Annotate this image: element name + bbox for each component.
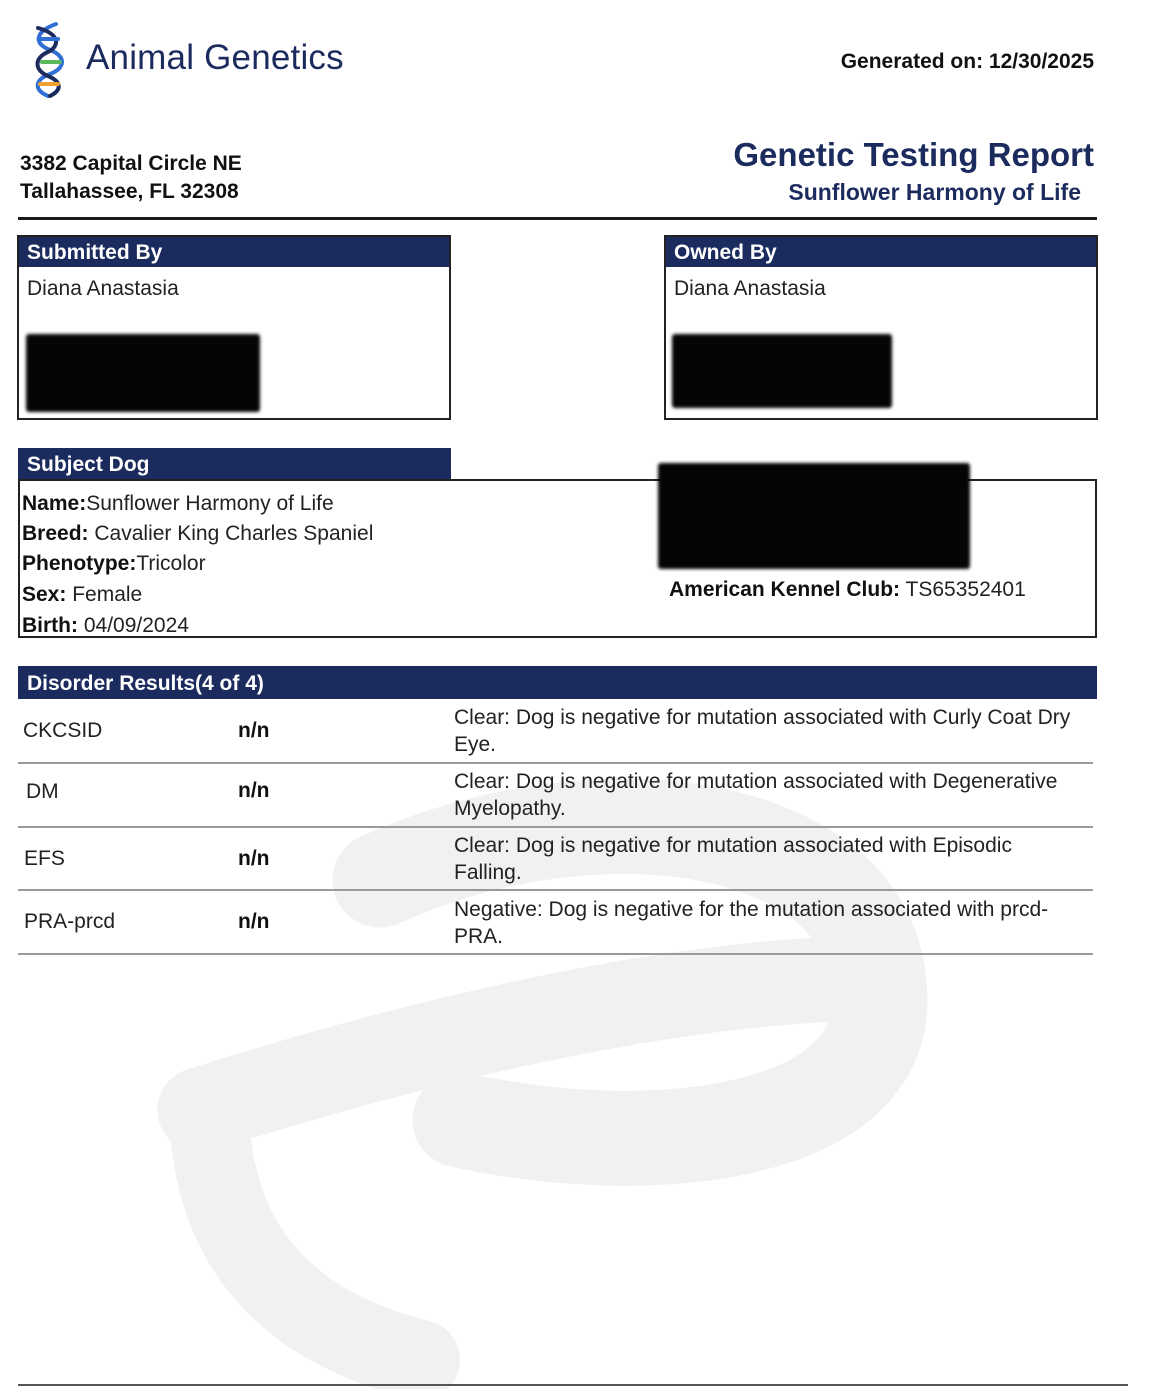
- disorder-description: Clear: Dog is negative for mutation associated with Degenerative Myelopathy.: [454, 770, 1058, 820]
- dog-breed-label: Breed:: [22, 522, 89, 545]
- submitted-by-box: [17, 235, 451, 420]
- akc-registration: [669, 578, 1026, 602]
- akc-number: TS65352401: [905, 578, 1026, 601]
- footer-divider: [18, 1384, 1128, 1386]
- generated-date: Generated on: 12/30/2025: [840, 50, 1094, 73]
- dog-sex-value: Female: [72, 583, 143, 606]
- disorder-name: CKCSID: [23, 719, 103, 742]
- disorder-row: [18, 700, 1093, 764]
- address-line-1: 3382 Capital Circle NE: [20, 152, 242, 175]
- report-title: Genetic Testing Report: [733, 136, 1094, 173]
- submitted-by-name: Diana Anastasia: [27, 277, 179, 300]
- disorder-row: [18, 828, 1093, 891]
- disorder-genotype: n/n: [238, 779, 270, 802]
- brand-name: Animal Genetics: [86, 38, 344, 77]
- owned-by-box: [664, 235, 1098, 420]
- disorder-row: [18, 764, 1093, 828]
- dog-birth-label: Birth:: [22, 614, 78, 637]
- owned-by-name: Diana Anastasia: [674, 277, 826, 300]
- redaction-block: [672, 334, 892, 408]
- submitted-by-heading: Submitted By: [19, 237, 449, 267]
- dog-name-field: [22, 492, 334, 516]
- row-divider: [18, 953, 1093, 955]
- disorder-description: Clear: Dog is negative for mutation associated with Episodic Falling.: [454, 834, 1012, 884]
- disorder-description: Clear: Dog is negative for mutation associated with Curly Coat Dry Eye.: [454, 706, 1071, 756]
- subject-dog-heading: Subject Dog: [18, 448, 451, 479]
- disorder-name: EFS: [24, 847, 65, 870]
- disorder-genotype: n/n: [238, 719, 270, 742]
- report-subtitle: Sunflower Harmony of Life: [788, 179, 1081, 205]
- disorder-row: [18, 891, 1093, 955]
- dog-breed-value: Cavalier King Charles Spaniel: [94, 522, 374, 545]
- disorder-name: DM: [26, 780, 59, 803]
- address-line-2: Tallahassee, FL 32308: [20, 180, 239, 203]
- dna-helix-icon: [26, 20, 74, 98]
- redaction-block: [26, 334, 260, 412]
- dog-birth-value: 04/09/2024: [83, 614, 189, 637]
- disorder-description: Negative: Dog is negative for the mutation associated with prcd-PRA.: [454, 898, 1049, 948]
- dog-name-label: Name:: [22, 492, 87, 515]
- dog-sex-label: Sex:: [22, 583, 67, 606]
- dog-birth-field: [22, 614, 189, 638]
- dog-sex-field: [22, 583, 142, 607]
- header-divider: [18, 217, 1097, 220]
- dog-phenotype-label: Phenotype:: [22, 552, 137, 575]
- disorder-genotype: n/n: [238, 910, 270, 933]
- redaction-block: [658, 463, 970, 569]
- disorder-results-heading: Disorder Results(4 of 4): [18, 666, 1097, 699]
- disorder-name: PRA-prcd: [24, 910, 116, 933]
- owned-by-heading: Owned By: [666, 237, 1096, 267]
- dog-phenotype-field: [22, 552, 206, 576]
- dog-name-value: Sunflower Harmony of Life: [86, 492, 334, 515]
- disorder-genotype: n/n: [238, 847, 270, 870]
- dog-phenotype-value: Tricolor: [136, 552, 206, 575]
- dog-breed-field: [22, 522, 373, 546]
- akc-label: American Kennel Club:: [669, 578, 901, 601]
